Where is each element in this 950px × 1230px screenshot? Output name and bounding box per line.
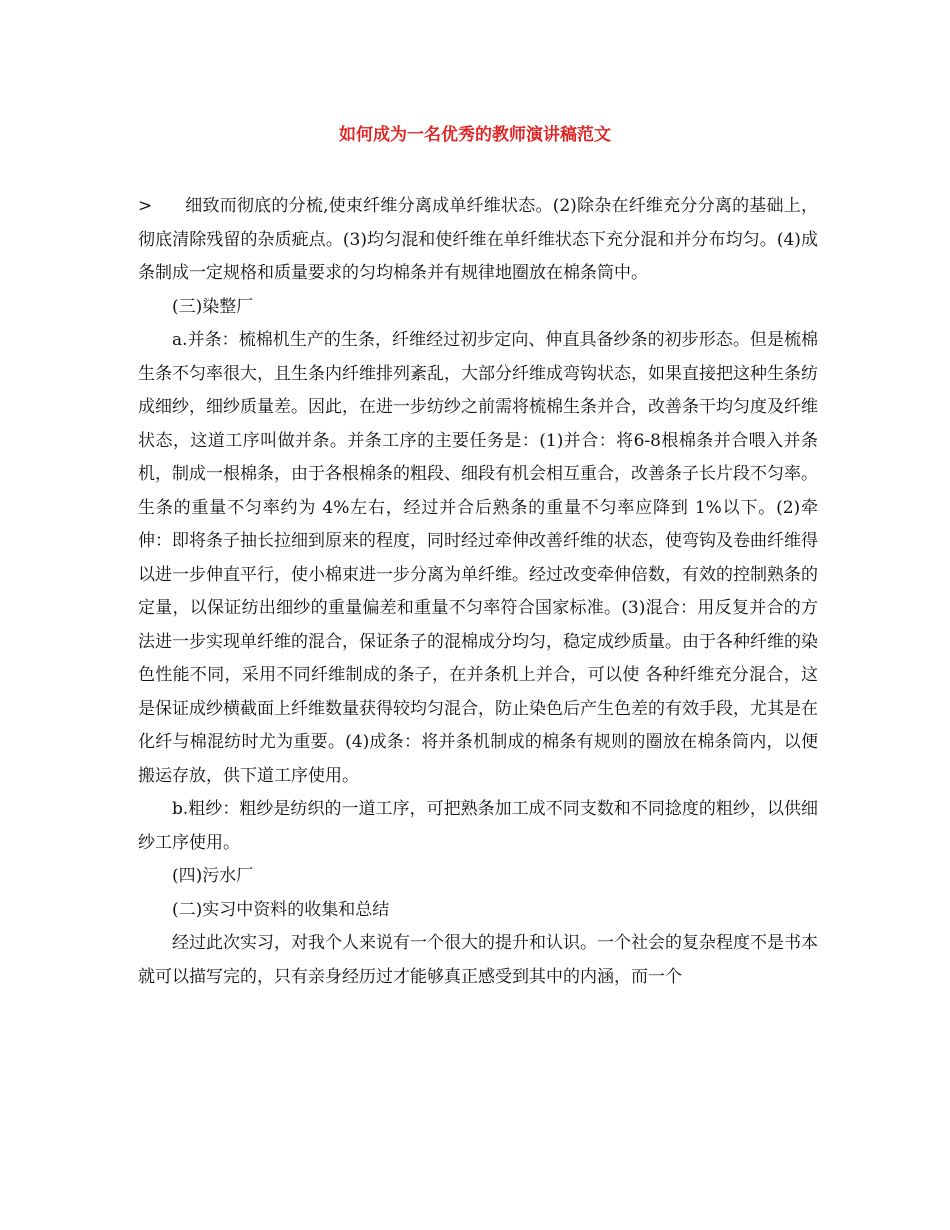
paragraph-1-text: 细致而彻底的分梳,使束纤维分离成单纤维状态。(2)除杂在纤维充分分离的基础上，彻底清除残留的杂质疵点。(3)均匀混和使纤维在单纤维状态下充分混和并分布均匀。(4)成条制成一定规格和质量要求的匀均棉条并有规律地圈放在棉条筒中。 <box>138 196 818 283</box>
paragraph-1 <box>138 190 818 291</box>
paragraph-reflection: 经过此次实习，对我个人来说有一个很大的提升和认识。一个社会的复杂程度不是书本就可以描写完的，只有亲身经历过才能够真正感受到其中的内涵，而一个 <box>138 933 818 987</box>
section-heading-dyeing-plant: (三)染整厂 <box>172 296 254 317</box>
bullet-marker: > <box>138 196 153 216</box>
section-heading-sewage-plant: (四)污水厂 <box>172 866 254 886</box>
section-heading-data-collection: (二)实习中资料的收集和总结 <box>172 899 390 920</box>
document-title: 如何成为一名优秀的教师演讲稿范文 <box>339 125 611 145</box>
document-body <box>138 190 818 994</box>
paragraph-roving: b.粗纱：粗纱是纺织的一道工序，可把熟条加工成不同支数和不同捻度的粗纱，以供细纱工序使用。 <box>138 799 818 853</box>
paragraph-drawing: a.并条：梳棉机生产的生条，纤维经过初步定向、伸直具备纱条的初步形态。但是梳棉生条不匀率很大，且生条内纤维排列紊乱，大部分纤维成弯钩状态，如果直接把这种生条纺成细纱，细纱质量差。因此，在进一步纺纱之前需将梳棉生条并合，改善条干均匀度及纤维状态，这道工序叫做并条。并条工序的主要任务是：(1)并合：将6-8根棉条并合喂入并条机，制成一根棉条，由于各根棉条的粗段、细段有机会相互重合，改善条子长片段不匀率。生条的重量不匀率约为 4%左右，经过并合后熟条的重量不匀率应降到 1%以下。(2)牵伸：即将条子抽长拉细到原来的程度，同时经过牵伸改善纤维的状态，使弯钩及卷曲纤维得以进一步伸直平行，使小棉束进一步分离为单纤维。经过改变牵伸倍数，有效的控制熟条的定量，以保证纺出细纱的重量偏差和重量不匀率符合国家标准。(3)混合：用反复并合的方法进一步实现单纤维的混合，保证条子的混棉成分均匀，稳定成纱质量。由于各种纤维的染色性能不同，采用不同纤维制成的条子，在并条机上并合，可以使 各种纤维充分混合，这是保证成纱横截面上纤维数量获得较均匀混合，防止染色后产生色差的有效手段，尤其是在化纤与棉混纺时尤为重要。(4)成条：将并条机制成的棉条有规则的圈放在棉条筒内，以便搬运存放，供下道工序使用。 <box>138 330 818 786</box>
